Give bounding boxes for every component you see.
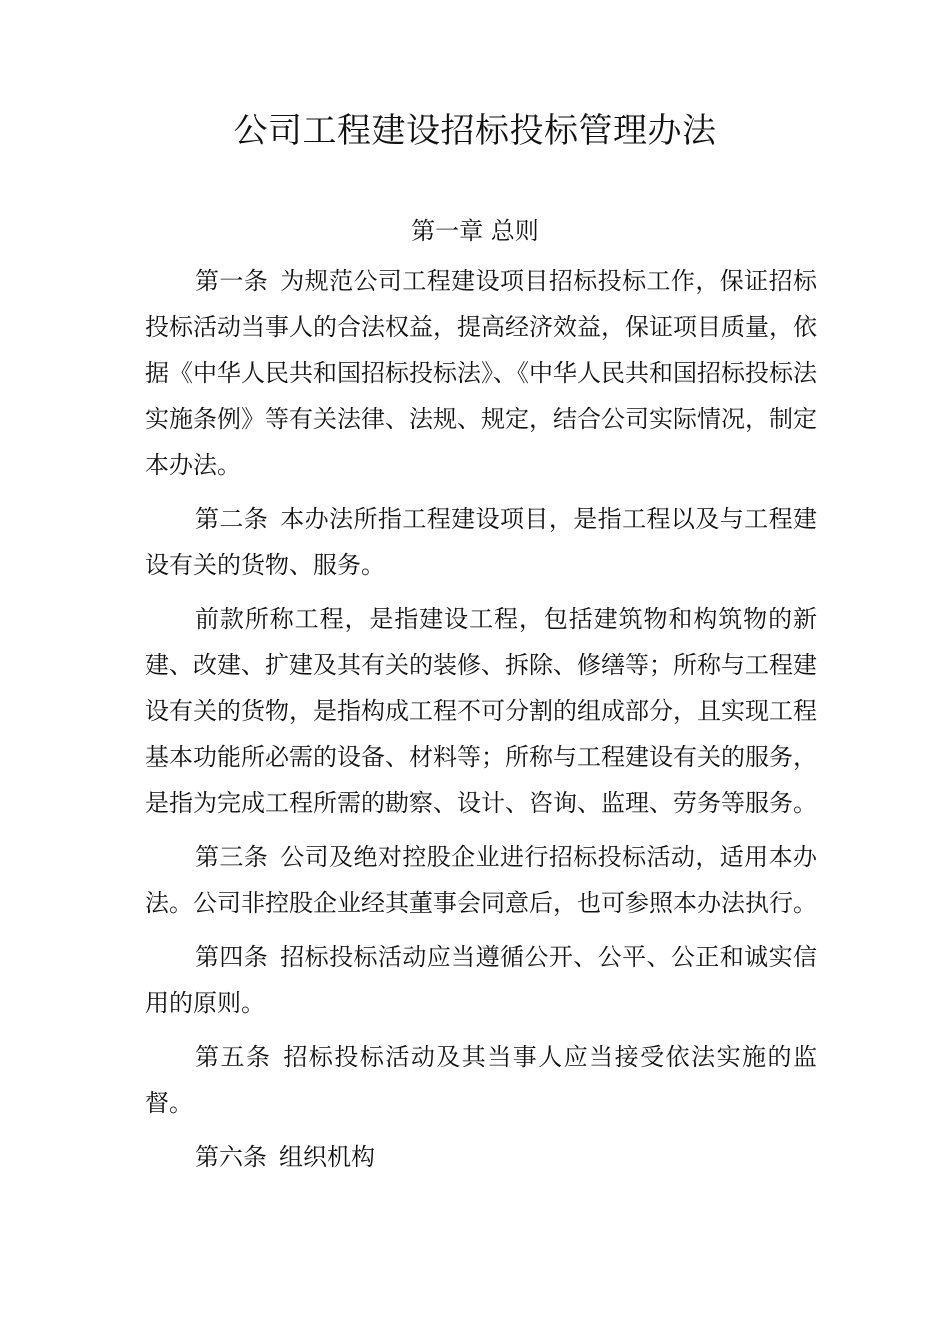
article-text: 公司及绝对控股企业进行招标投标活动，适用本办法。公司非控股企业经其董事会同意后，也可参照本办法执行。 (145, 843, 817, 917)
article-2-continuation-paragraph (145, 596, 817, 826)
article-text: 招标投标活动及其当事人应当接受依法实施的监督。 (145, 1043, 818, 1117)
article-1-paragraph (145, 258, 817, 488)
article-number: 第六条 (195, 1143, 267, 1171)
article-text: 招标投标活动应当遵循公开、公平、公正和诚实信用的原则。 (145, 943, 817, 1017)
article-text: 前款所称工程，是指建设工程，包括建筑物和构筑物的新建、改建、扩建及其有关的装修、拆除、修缮等；所称与工程建设有关的货物，是指构成工程不可分割的组成部分，且实现工程基本功能所必需的设备、材料等；所称与工程建设有关的服务，是指为完成工程所需的勘察、设计、咨询、监理、劳务等服务。 (145, 605, 817, 817)
article-number: 第二条 (195, 505, 269, 533)
article-number: 第一条 (195, 267, 269, 295)
article-text: 本办法所指工程建设项目，是指工程以及与工程建设有关的货物、服务。 (145, 505, 817, 579)
article-4-paragraph (145, 934, 817, 1026)
article-3-paragraph (145, 834, 817, 926)
article-number: 第三条 (195, 843, 269, 871)
article-6-paragraph (145, 1134, 817, 1180)
article-text: 组织机构 (279, 1143, 375, 1171)
article-5-paragraph (145, 1034, 817, 1126)
article-2-paragraph (145, 496, 817, 588)
chapter-heading: 第一章 总则 (411, 217, 539, 245)
document-title: 公司工程建设招标投标管理办法 (233, 111, 717, 151)
article-number: 第四条 (195, 943, 269, 971)
document-body (145, 258, 817, 1188)
article-number: 第五条 (195, 1043, 272, 1071)
article-text: 为规范公司工程建设项目招标投标工作，保证招标投标活动当事人的合法权益，提高经济效益，保证项目质量，依据《中华人民共和国招标投标法》、《中华人民共和国招标投标法实施条例》等有关法律、法规、规定，结合公司实际情况，制定本办法。 (145, 267, 817, 479)
